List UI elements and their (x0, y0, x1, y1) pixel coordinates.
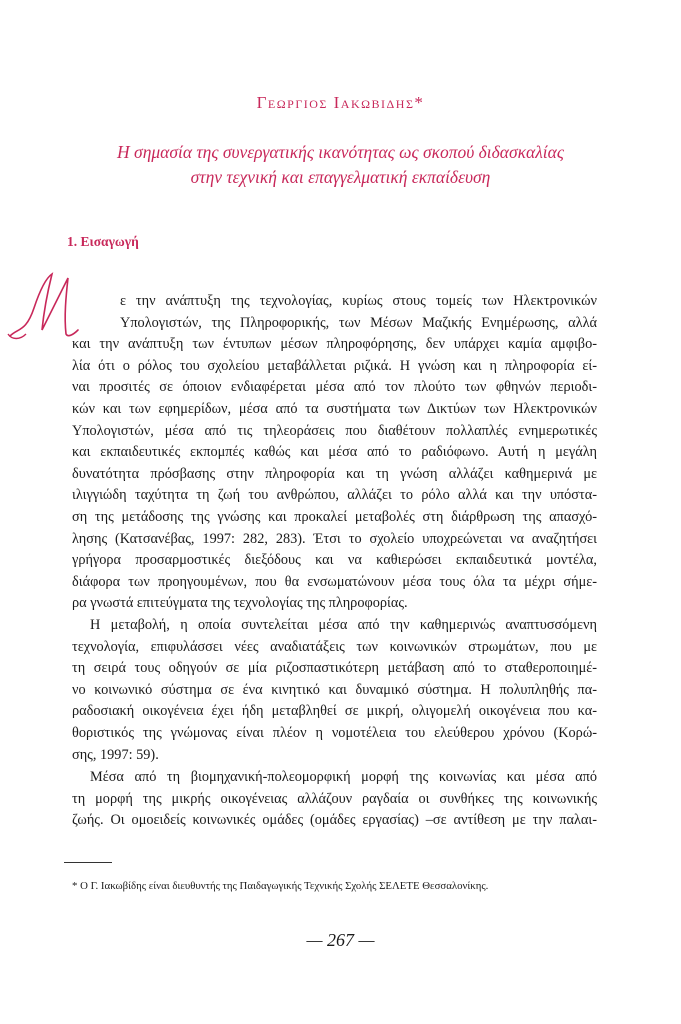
text-line: δυνατότητα πρόσβασης στην πληροφορία και τη γνώση αλλάζει καθημερινά με (72, 465, 597, 482)
text-line: Η μεταβολή, η οποία συντελείται μέσα από την καθημερινώς αναπτυσσόμενη (90, 617, 597, 633)
text-line: Υπολογιστών, μέσα από τις τηλεοράσεις που διαθέτουν πολλαπλές ενημερωτικές (72, 422, 597, 439)
text-line: λησης (Κατσανέβας, 1997: 282, 283). Έτσι το σχολείο υποχρεώνεται να αναζητήσει (72, 530, 597, 547)
footnote: * Ο Γ. Ιακωβίδης είναι διευθυντής της Παιδαγωγικής Τεχνικής Σχολής ΣΕΛΕΤΕ Θεσσαλονίκης. (72, 880, 489, 892)
text-line: γρήγορα προσαρμοστικές διεξόδους και να καθιερώσει εκπαιδευτικά μοντέλα, (72, 552, 597, 569)
author-name: Γεωργιος Ιακωβιδης* (256, 93, 425, 112)
text-line: τη μορφή της μικρής οικογένειας αλλάζουν ραγδαία οι συνθήκες της κοινωνικής (72, 790, 597, 807)
text-line: ναι προσιτές σε όποιον ενδιαφέρεται μέσα από τον πλούτο των φθηνών περιοδι- (72, 379, 597, 396)
text-line: Μέσα από τη βιομηχανική-πολεομορφική μορφή της κοινωνίας και μέσα από (90, 769, 597, 785)
footnote-divider (64, 862, 112, 863)
text-line: νο κοινωνικό σύστημα σε ένα κινητικό και δυναμικό σύστημα. Η πολυπληθής πα- (72, 681, 597, 698)
paragraph-3 (72, 767, 597, 832)
paragraph-2 (72, 615, 597, 766)
text-line: και εκπαιδευτικές εκπομπές καθώς και μέσα από το ραδιόφωνο. Αυτή η μεγάλη (72, 444, 597, 461)
text-line: και την ανάπτυξη των έντυπων μέσων πληροφόρησης, δεν υπάρχει καμία αμφιβο- (72, 336, 597, 353)
text-line: τεχνολογία, επιφυλάσσει νέες αναδιατάξεις των κοινωνικών στρωμάτων, που με (72, 638, 597, 655)
text-line: λία ότι ο ρόλος του σχολείου μεταβάλλεται ριζικά. Η γνώση και η πληροφορία εί- (72, 357, 597, 374)
paper-title (60, 140, 621, 190)
text-line: θοριστικός της γνώμονας είναι πλέον η νομοτέλεια του ελεύθερου χρόνου (Κορώ- (72, 724, 597, 741)
text-line: κών και των εφημερίδων, μέσα από τα συστήματα των Δικτύων των Ηλεκτρονικών (72, 400, 597, 417)
paragraph-1 (72, 291, 597, 615)
title-line-2: στην τεχνική και επαγγελματική εκπαίδευση (190, 167, 491, 187)
title-line-1: Η σημασία της συνεργατικής ικανότητας ως σκοπού διδασκαλίας (117, 142, 564, 162)
text-line: διάφορα των προηγουμένων, που θα ενσωματώνουν μέσα τους όλα τα μέχρι σήμε- (72, 573, 597, 590)
text-line: ζωής. Οι ομοειδείς κοινωνικές ομάδες (ομάδες εργασίας) –σε αντίθεση με την παλαι- (72, 812, 597, 829)
text-line: Υπολογιστών, της Πληροφορικής, των Μέσων Μαζικής Ενημέρωσης, αλλά (120, 314, 597, 331)
text-line: ιλιγγιώδη ταχύτητα τη ζωή του ανθρώπου, αλλάζει το ρόλο αλλά και την υπόστα- (72, 487, 597, 504)
text-line: ρα γνωστά επιτεύγματα της τεχνολογίας της πληροφορίας. (72, 595, 408, 612)
page-number: — 267 — (306, 930, 375, 950)
text-line: σης, 1997: 59). (72, 746, 159, 763)
text-line: ραδοσιακή οικογένεια έχει ήδη μεταβληθεί σε μικρή, ολιγομελή οικογένεια που κα- (72, 703, 597, 720)
text-line: ση της μετάδοσης της γνώσης και προκαλεί μεταβολές στη διάρθρωση της απασχό- (72, 508, 597, 525)
section-heading: 1. Εισαγωγή (67, 234, 139, 249)
text-line: τη σειρά τους οδηγούν σε μία ριζοσπαστικότερη μετάβαση από το σταθεροποιημέ- (72, 660, 597, 677)
text-line: ε την ανάπτυξη της τεχνολογίας, κυρίως στους τομείς των Ηλεκτρονικών (120, 293, 597, 309)
